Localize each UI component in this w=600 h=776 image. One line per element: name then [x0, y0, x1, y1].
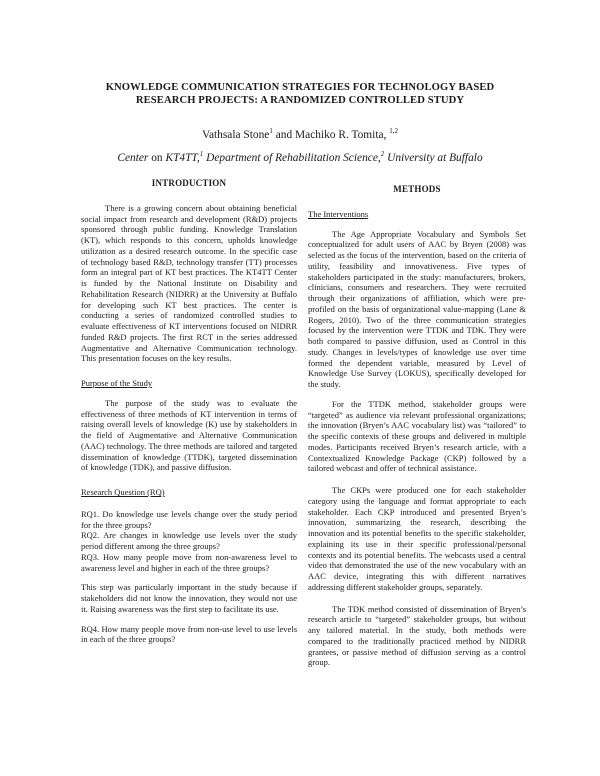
affiliation-line: [60, 151, 540, 165]
affil-sup-2: 2: [380, 150, 385, 159]
affil-kt4tt: KT4TT,: [165, 152, 200, 164]
author-1: Vathsala Stone: [201, 129, 270, 141]
author-2-sup: 1,2: [389, 127, 398, 136]
research-question-heading: Research Question (RQ): [81, 487, 165, 497]
title-line-1: KNOWLEDGE COMMUNICATION STRATEGIES FOR TECHNOLOGY BASED: [105, 82, 495, 93]
methods-paragraph-1: The Age Appropriate Vocabulary and Symbols Set conceptualized for adult users of AAC by Bryen (2008) was selected as the focus of the intervention, based on the criteria of utility, feasibility and innovativeness. Five types of stakeholders participated in the study: manufacturers, brokers, clinicians, consumers and researchers. They were recruited through their organizations of affiliation, which were pre-profiled on the basis of organizational value-mapping (Lane & Rogers, 2010). Two of the three communication strategies focused by the intervention were TTDK and TDK. They were both compared to passive diffusion, used as Control in this study. Changes in levels/types of knowledge use over time formed the dependent variable, measured by Level of Knowledge Use Survey (LOKUS), specifically developed for the study.: [308, 228, 526, 389]
affil-dept: Department of Rehabilitation Science,: [203, 152, 381, 164]
introduction-heading: INTRODUCTION: [151, 178, 227, 188]
affil-center: Center: [117, 152, 149, 164]
rq3-text: RQ3. How many people move from non-awareness level to awareness level and higher in each of the three groups?: [81, 551, 297, 573]
title-line-2: RESEARCH PROJECTS: A RANDOMIZED CONTROLLED STUDY: [135, 95, 465, 106]
rq1-text: RQ1. Do knowledge use levels change over the study period for the three groups?: [81, 508, 297, 530]
right-column: [308, 184, 526, 668]
interventions-heading: The Interventions: [308, 208, 369, 219]
author-connector: and Machiko R. Tomita,: [272, 129, 390, 141]
methods-paragraph-4: The TDK method consisted of dissemination of Bryen’s research article to “targeted” stakeholder groups, but without any tailored material. In the study, both methods were compared to the traditionally practiced method by NIDRR grantees, or passive method of diffusion serving as a control group.: [308, 603, 526, 668]
affil-univ: University at Buffalo: [384, 152, 483, 164]
intro-paragraph: There is a growing concern about obtaining beneficial social impact from research and development (R&D) projects sponsored through public funding. Knowledge Translation (KT), which responds to this concern, upholds knowledge utilization as a desired research outcome. In the specific case of technology based R&D, technology transfer (TT) processes form an integral part of KT best practices. The KT4TT Center is funded by the National Institute on Disability and Rehabilitation Research (NIDRR) at the University at Buffalo for developing such KT best practices. The center is conducting a series of randomized controlled studies to evaluate effectiveness of KT interventions focused on NIDRR funded R&D projects. The first RCT in the series addressed Augmentative and Alternative Communication technology. This presentation focuses on the key results.: [81, 202, 297, 364]
paper-title: [70, 81, 530, 107]
awareness-paragraph: This step was particularly important in the study because if stakeholders did not know the innovation, they would not use it. Raising awareness was the first step to facilitate its use.: [81, 582, 297, 614]
methods-paragraph-2: For the TTDK method, stakeholder groups were “targeted” as audience via relevant professional organizations; the innovation (Bryen’s AAC vocabulary list) was “tailored” to the specific contexts of these groups and delivered in multiple modes. Participants received Bryen’s research article, with a Contextualized Knowledge Package (CKP) followed by a tailored webcast and offer of technical assistance.: [308, 398, 526, 474]
methods-paragraph-3: The CKPs were produced one for each stakeholder category using the language and format appropriate to each stakeholder. Each CKP introduced and presented Bryen’s innovation, summarizing the research, describing the innovation and its potential benefits to the specific stakeholder, explaining its use in their specific professional/personal contexts and its potential benefits. The webcasts used a central video that demonstrated the use of the new vocabulary with an AAC device, integrating this with different narratives addressing different stakeholder groups, separately.: [308, 485, 526, 592]
methods-heading: METHODS: [393, 184, 441, 194]
author-line: [60, 128, 540, 142]
purpose-heading: Purpose of the Study: [81, 378, 153, 388]
left-column: [81, 178, 297, 645]
purpose-paragraph: The purpose of the study was to evaluate the effectiveness of three methods of KT intervention in terms of raising overall levels of knowledge (K) use by stakeholders in the field of Augmentative and Alternative Communication (AAC) technology. The three methods are tailored and targeted dissemination of knowledge (TTDK), targeted dissemination of knowledge (TDK), and passive diffusion.: [81, 397, 297, 473]
affil-on: on: [148, 152, 166, 164]
affil-sup-1: 1: [199, 150, 204, 159]
rq4-text: RQ4. How many people move from non-use level to use levels in each of the three groups?: [81, 623, 297, 645]
author-1-sup: 1: [269, 127, 273, 136]
rq2-text: RQ2. Are changes in knowledge use levels over the study period different among the three groups?: [81, 530, 297, 551]
